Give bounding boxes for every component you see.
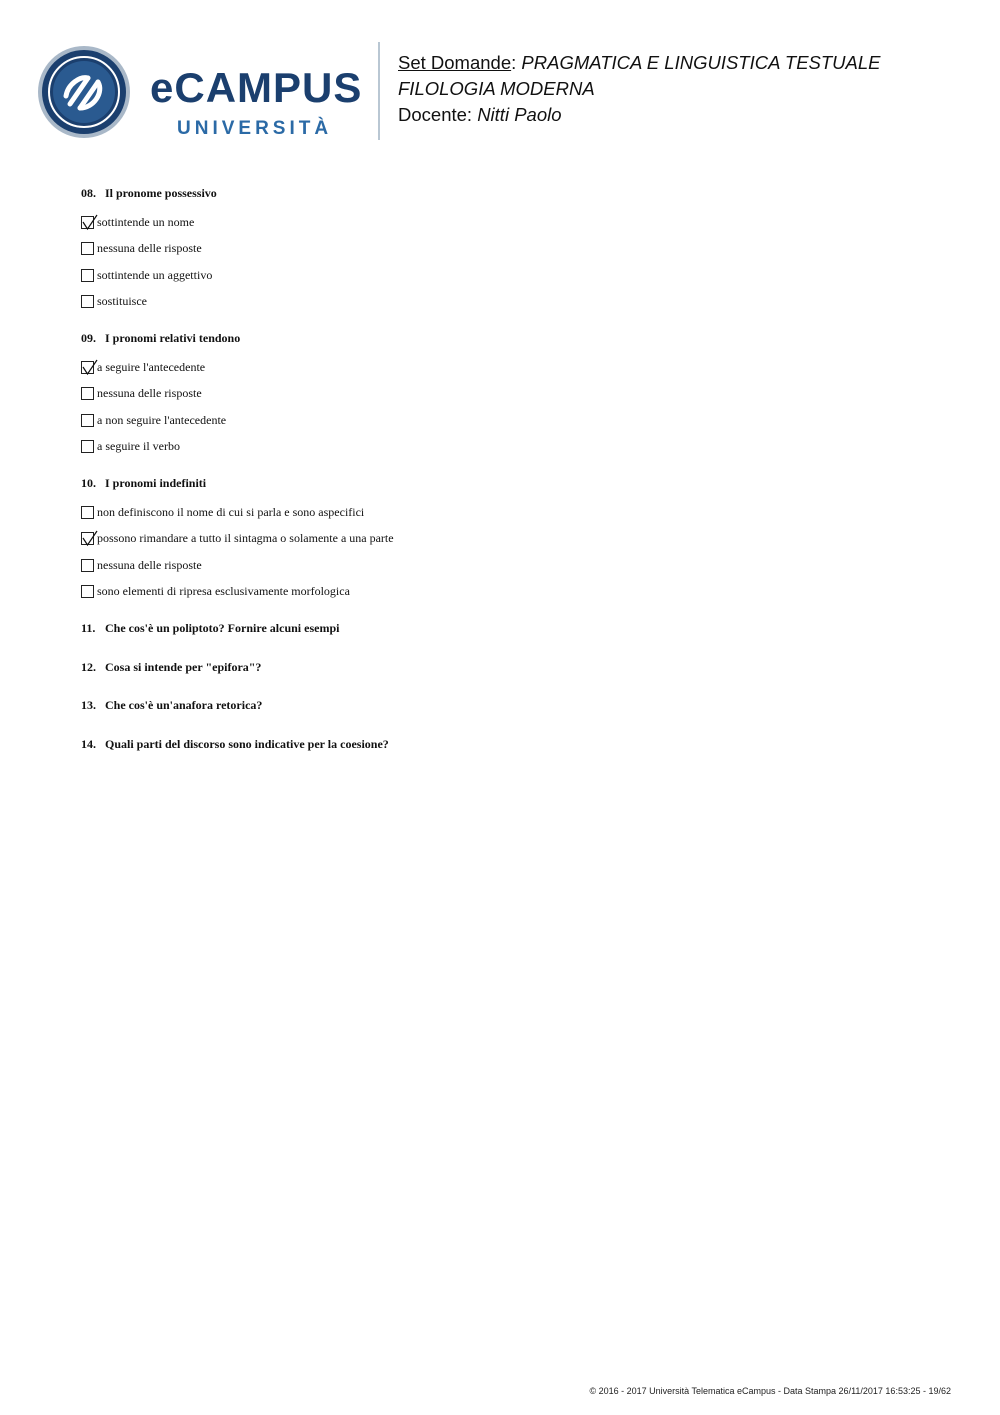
question-09 <box>81 328 961 460</box>
answer-option[interactable] <box>81 499 961 526</box>
header-line-teacher <box>398 102 881 128</box>
option-text: a seguire l'antecedente <box>97 359 206 374</box>
checkbox[interactable] <box>81 585 94 598</box>
set-label: Set Domande <box>398 52 512 73</box>
option-text: nessuna delle risposte <box>97 386 202 401</box>
question-text: I pronomi relativi tendono <box>105 331 241 345</box>
checkbox[interactable] <box>81 269 94 282</box>
question-title <box>81 473 961 493</box>
program-name: FILOLOGIA MODERNA <box>398 78 595 99</box>
checkmark-icon <box>81 359 99 377</box>
page-footer: © 2016 - 2017 Università Telematica eCampus - Data Stampa 26/11/2017 16:53:25 - 19/62 <box>589 1386 951 1396</box>
question-08 <box>81 183 961 315</box>
question-number: 11. <box>81 621 96 635</box>
option-text: a seguire il verbo <box>97 439 180 454</box>
question-number: 14. <box>81 736 96 751</box>
checkbox-checked[interactable] <box>81 361 94 374</box>
answer-option[interactable] <box>81 289 961 316</box>
checkmark-icon <box>81 530 99 548</box>
question-title <box>81 183 961 203</box>
course-name: PRAGMATICA E LINGUISTICA TESTUALE <box>521 52 881 73</box>
checkbox-checked[interactable] <box>81 216 94 229</box>
teacher-label: Docente: <box>398 104 473 125</box>
question-number: 08. <box>81 186 96 200</box>
option-text: a non seguire l'antecedente <box>97 412 227 427</box>
question-text: Cosa si intende per "epifora"? <box>105 659 262 674</box>
question-text: Il pronome possessivo <box>105 186 217 200</box>
checkbox-checked[interactable] <box>81 532 94 545</box>
option-text: sostituisce <box>97 294 147 309</box>
question-list <box>81 183 961 772</box>
question-number: 13. <box>81 698 96 712</box>
checkbox[interactable] <box>81 440 94 453</box>
question-11 <box>81 618 961 657</box>
question-title <box>81 695 961 715</box>
answer-option[interactable] <box>81 209 961 236</box>
option-text: sottintende un aggettivo <box>97 267 213 282</box>
page-header <box>0 0 1000 160</box>
question-title <box>81 328 961 348</box>
header-divider <box>378 42 380 140</box>
answer-option[interactable] <box>81 579 961 606</box>
logo-brand: eCAMPUS <box>150 64 363 111</box>
option-text: sottintende un nome <box>97 214 195 229</box>
answer-option[interactable] <box>81 434 961 461</box>
question-number: 09. <box>81 331 96 345</box>
question-text: Che cos'è un'anafora retorica? <box>105 698 263 712</box>
checkbox[interactable] <box>81 559 94 572</box>
option-text: possono rimandare a tutto il sintagma o solamente a una parte <box>97 531 394 546</box>
option-text: nessuna delle risposte <box>97 241 202 256</box>
answer-option[interactable] <box>81 526 961 553</box>
option-text: nessuna delle risposte <box>97 557 202 572</box>
question-title <box>81 734 961 754</box>
header-line-course: Set Domande: PRAGMATICA E LINGUISTICA TESTUALE <box>398 52 881 73</box>
answer-option[interactable] <box>81 262 961 289</box>
question-10 <box>81 473 961 605</box>
option-text: sono elementi di ripresa esclusivamente morfologica <box>97 584 350 599</box>
question-text: Quali parti del discorso sono indicative per la coesione? <box>105 736 389 751</box>
checkbox[interactable] <box>81 506 94 519</box>
option-text: non definiscono il nome di cui si parla e sono aspecifici <box>97 504 365 519</box>
answer-option[interactable] <box>81 236 961 263</box>
logo-subtitle: UNIVERSITÀ <box>177 118 333 139</box>
question-number: 12. <box>81 659 96 674</box>
question-14 <box>81 734 961 773</box>
header-info <box>398 50 881 128</box>
answer-option[interactable] <box>81 552 961 579</box>
question-number: 10. <box>81 476 96 490</box>
question-text: Che cos'è un poliptoto? Fornire alcuni esempi <box>105 621 340 635</box>
checkmark-icon <box>81 214 99 232</box>
checkbox[interactable] <box>81 242 94 255</box>
question-title <box>81 618 961 638</box>
question-text: I pronomi indefiniti <box>105 476 207 490</box>
answer-option[interactable] <box>81 354 961 381</box>
checkbox[interactable] <box>81 295 94 308</box>
checkbox[interactable] <box>81 387 94 400</box>
answer-option[interactable] <box>81 407 961 434</box>
answer-option[interactable] <box>81 381 961 408</box>
teacher-name: Nitti Paolo <box>477 104 562 125</box>
question-12 <box>81 657 961 696</box>
question-title <box>81 657 961 677</box>
question-13 <box>81 695 961 734</box>
ecampus-logo <box>36 44 366 144</box>
checkbox[interactable] <box>81 414 94 427</box>
